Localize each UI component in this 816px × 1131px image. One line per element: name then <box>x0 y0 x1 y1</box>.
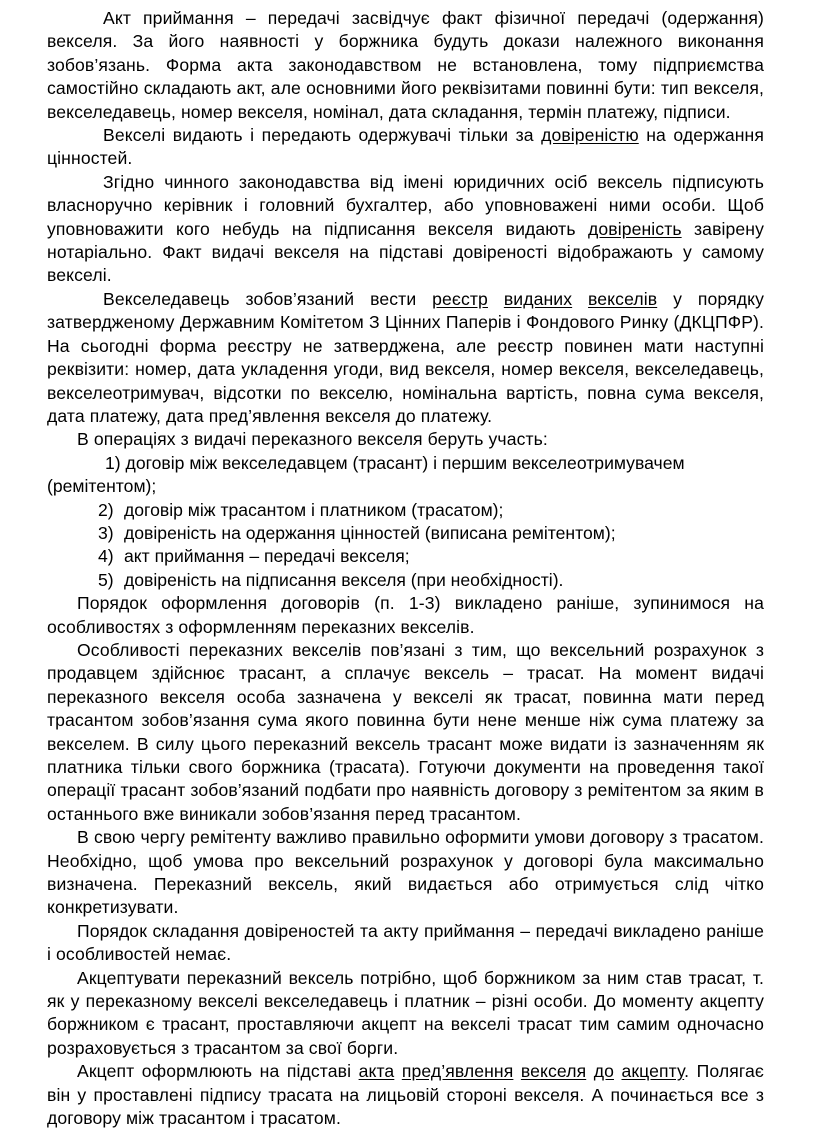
link-act[interactable]: акта <box>358 1061 395 1082</box>
paragraph-contracts-order: Порядок оформлення договорів (п. 1-3) викладено раніше, зупинимося на особливостях з оформленням переказних векселів. <box>47 593 764 637</box>
link-power-of-attorney[interactable]: довіреністю <box>541 125 639 146</box>
link-power-of-attorney-2[interactable]: довіреність <box>588 218 682 239</box>
paragraph-remitent: В свою чергу ремітенту важливо правильно оформити умови договору з трасатом. Необхідно, щоб умова про вексельний розрахунок у договорі була максимально визначена. Переказний вексель, який видається або отримується слід чітко конкретизувати. <box>47 827 764 918</box>
link-to[interactable]: до <box>593 1061 614 1082</box>
link-presentation[interactable]: пред’явлення <box>401 1061 514 1082</box>
participants-list <box>47 452 764 592</box>
link-bill[interactable]: векселя <box>520 1061 587 1082</box>
list-item: 3) довіреність на одержання цінностей (виписана ремітентом); <box>98 522 616 543</box>
paragraph-acceptance-act: Акцепт оформлюють на підставі акта пред’явлення векселя до акцепту. Полягає він у проставлені підпису трасата на лицьовій стороні векселя. А починається все з договору між трасантом і трасатом. <box>47 1061 764 1129</box>
list-item: 4) акт приймання – передачі векселя; <box>98 546 410 567</box>
list-item: 5) довіреність на підписання векселя (при необхідності). <box>98 569 564 590</box>
list-item: 2) договір між трасантом і платником (трасатом); <box>98 499 504 520</box>
paragraph-bills-issue: Векселі видають і передають одержувачі тільки за довіреністю на одержання цінностей. <box>47 125 765 169</box>
list-item: 1) договір між векселедавцем (трасант) і першим векселеотримувачем (ремітентом); <box>47 452 685 497</box>
paragraph-attorney-order: Порядок складання довіреностей та акту приймання – передачі викладено раніше і особливостей немає. <box>47 920 764 965</box>
paragraph-signing: Згідно чинного законодавства від імені юридичних осіб вексель підписують власноручно керівник і головний бухгалтер, або уповноважені ними особи. Щоб уповноважити кого небудь на підписання векселя видають довіреність завірену нотаріально. Факт видачі векселя на підставі довіреності відображають у самому векселі. <box>47 171 765 286</box>
paragraph-bill-features: Особливості переказних векселів пов’язані з тим, що вексельний розрахунок з продавцем здійснює трасант, а сплачує вексель – трасат. На момент видачі переказного векселя особа зазначена у векселі як трасат, повинна мати перед трасантом зобов’язання сума якого повинна бути нене менше ніж сума платежу за векселем. В силу цього переказний вексель трасант може видати із зазначенням як платника тільки свого боржника (трасата). Готуючи документи на проведення такої операції трасант зобов’язаний подбати про наявність договору з ремітентом за яким в останнього вже виникали зобов’язання перед трасантом. <box>47 639 764 824</box>
link-acceptance[interactable]: акцепту <box>621 1061 685 1082</box>
paragraph-participants: В операціях з видачі переказного векселя беруть участь: <box>77 429 548 450</box>
link-issued[interactable]: виданих <box>503 288 573 309</box>
paragraph-act-transfer: Акт приймання – передачі засвідчує факт фізичної передачі (одержання) векселя. За його наявності у боржника будуть докази належного виконання зобов’язань. Форма акта законодавством не встановлена, тому підприємства самостійно складають акт, але основними його реквізитами повинні бути: тип векселя, векселедавець, номер векселя, номінал, дата складання, термін платежу, підписи. <box>47 8 764 122</box>
paragraph-acceptance: Акцептувати переказний вексель потрібно, щоб боржником за ним став трасат, т. як у переказному векселі векселедавець і платник – різні особи. До моменту акцепту боржником є трасант, проставляючи акцепт на векселі трасат тим самим одночасно розраховується з трасантом за свої борги. <box>47 967 764 1058</box>
link-register[interactable]: реєстр <box>432 288 488 309</box>
link-bills[interactable]: векселів <box>588 288 658 309</box>
paragraph-register: Векселедавець зобов’язаний вести реєстр виданих векселів у порядку затвердженому Державним Комітетом З Цінних Паперів і Фондового Ринку (ДКЦПФР). На сьогодні форма реєстру не затверджена, але реєстр повинен мати наступні реквізити: номер, дата укладення угоди, вид векселя, номер векселя, векселедавець, векселеотримувач, відсотки по векселю, номінальна вартість, повна сума векселя, дата платежу, дата пред’явлення векселя до платежу. <box>47 288 764 426</box>
